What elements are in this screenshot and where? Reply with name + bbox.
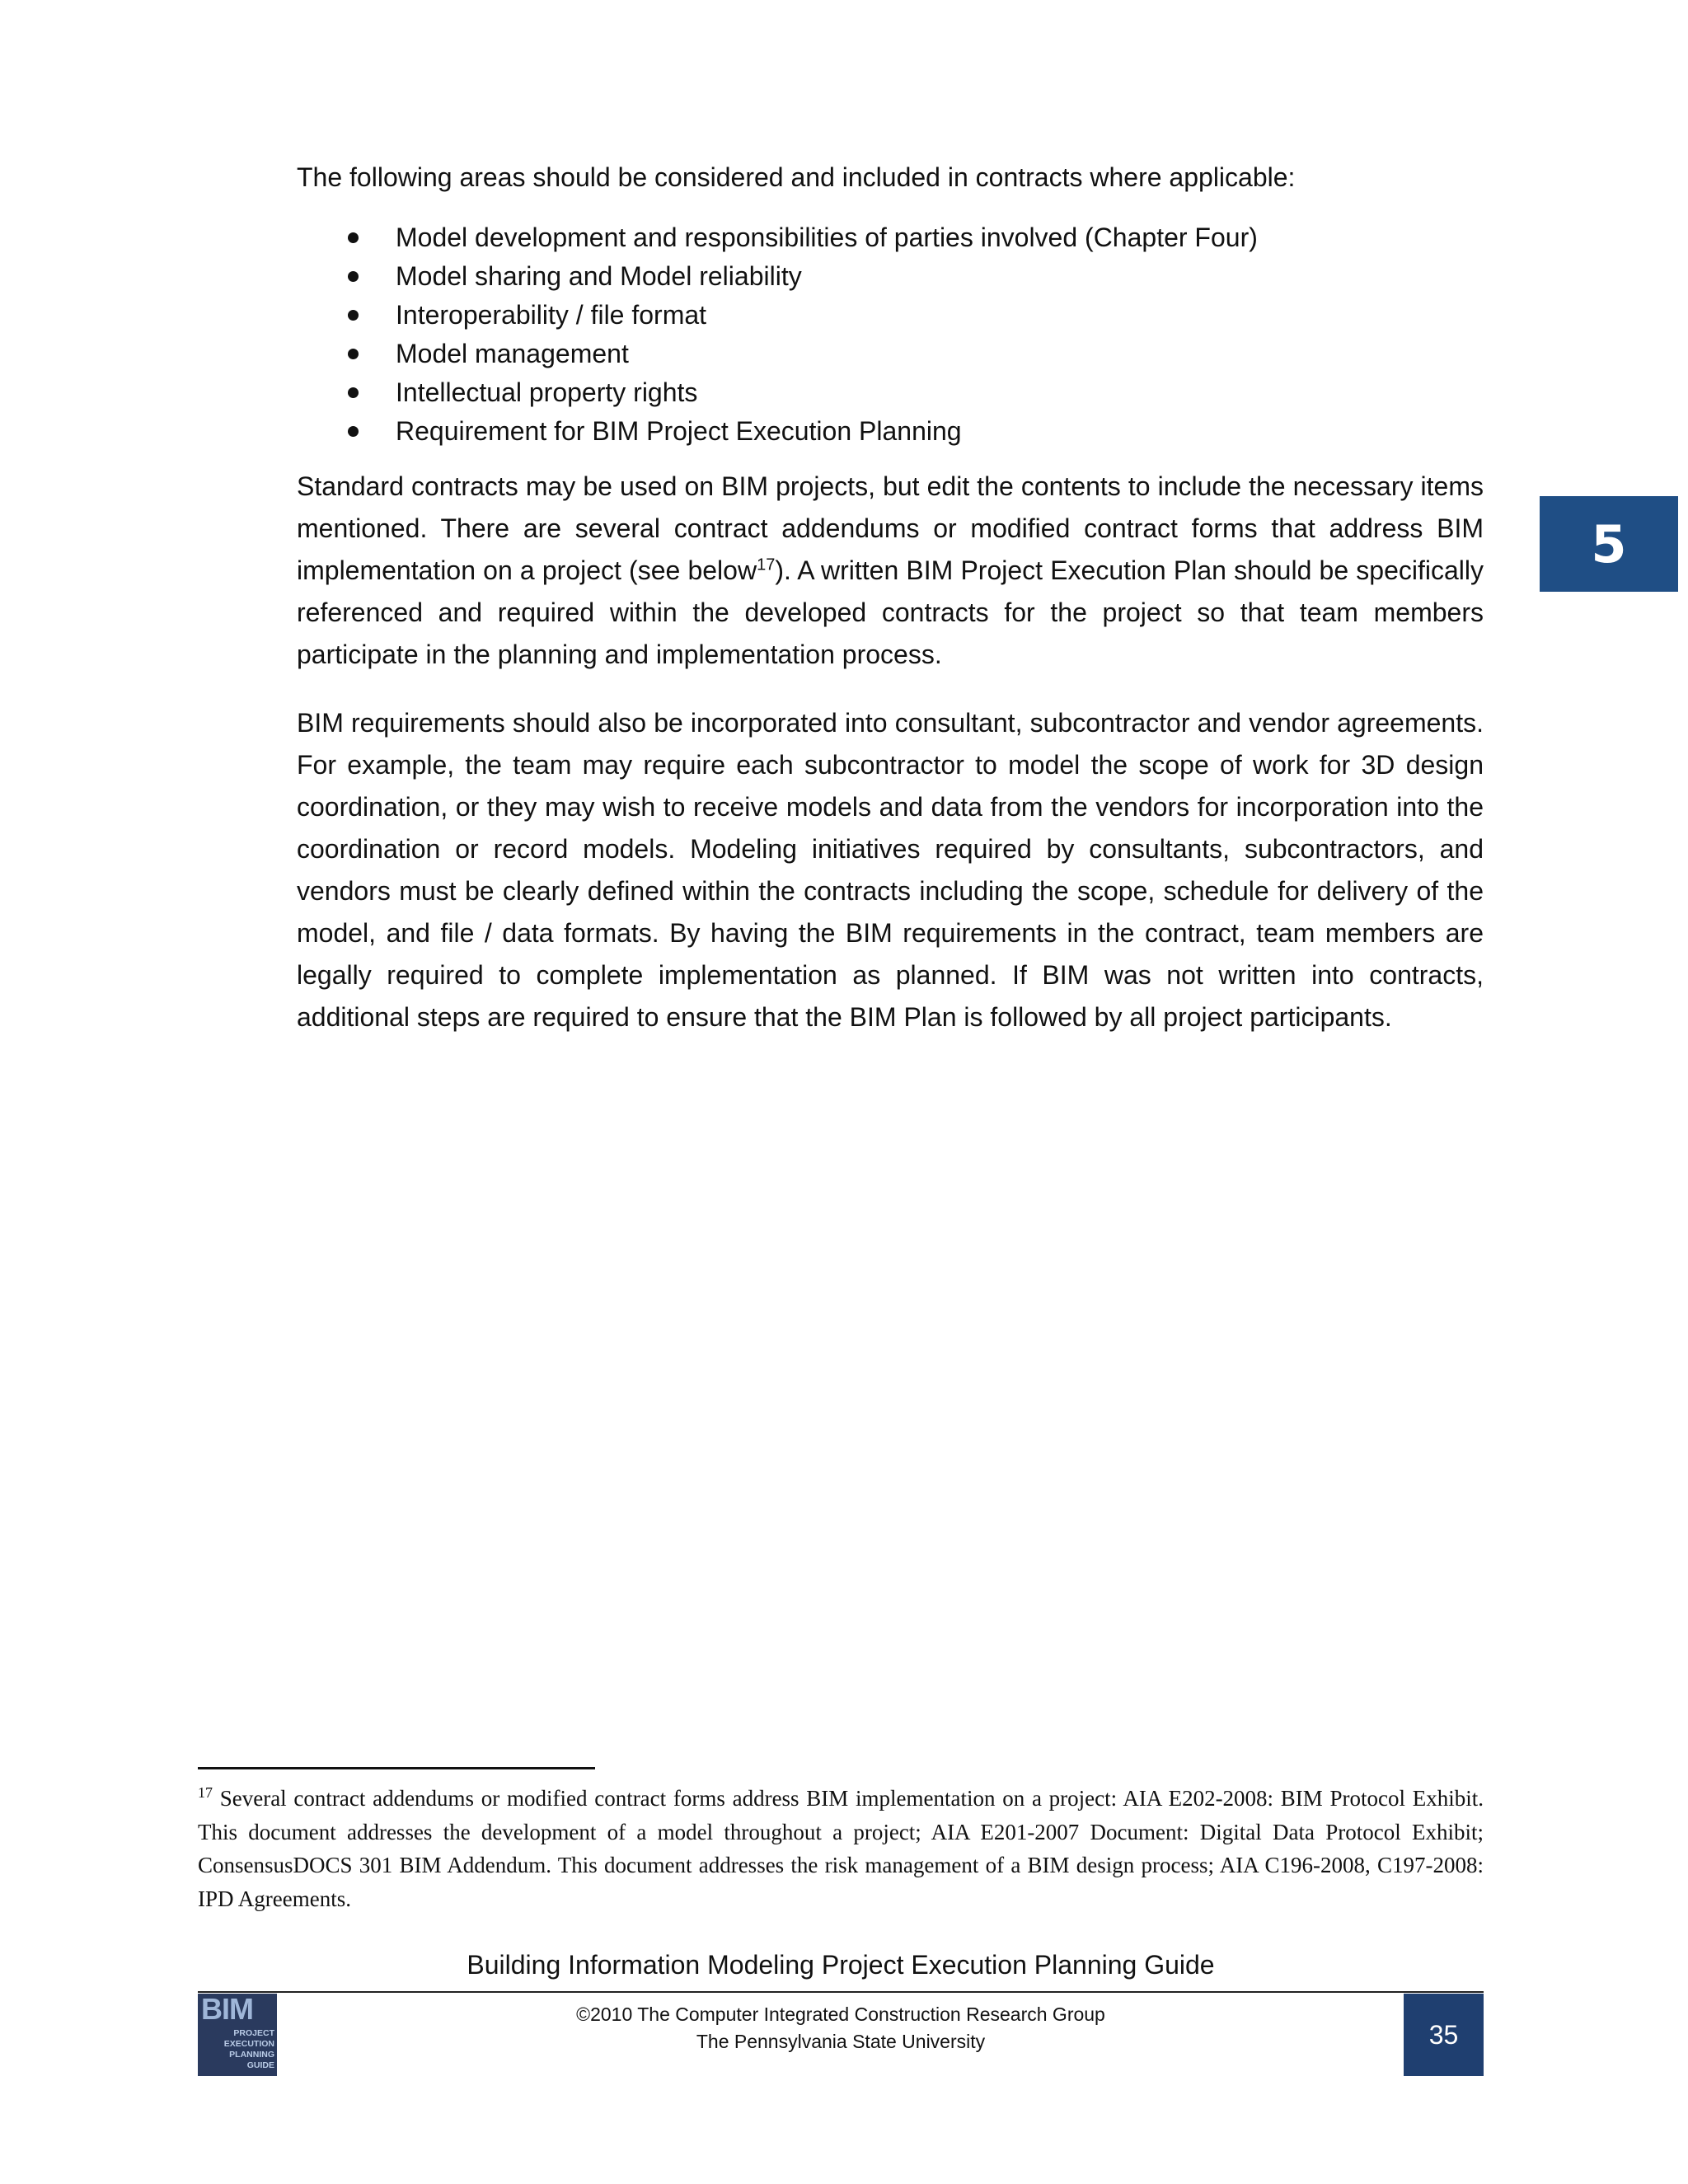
paragraph-text: ). A written BIM Project Execution Plan should be specifically referenced and required within the developed contracts for the project so that team members participate in the planning and implementation process. — [297, 555, 1484, 669]
list-item: Interoperability / file format — [297, 296, 1484, 335]
copyright-notice — [462, 2001, 1220, 2055]
list-item: Model management — [297, 335, 1484, 373]
list-item: Model sharing and Model reliability — [297, 257, 1484, 296]
bim-guide-logo — [198, 1994, 277, 2076]
logo-wordmark: BIM — [201, 1994, 253, 2026]
logo-line: PROJECT — [233, 2028, 274, 2038]
institution-line: The Pennsylvania State University — [696, 2031, 986, 2052]
list-item: Requirement for BIM Project Execution Planning — [297, 412, 1484, 451]
footnote — [198, 1782, 1484, 1915]
chapter-tab: 5 — [1540, 496, 1678, 592]
intro-text: The following areas should be considered and included in contracts where applicable: — [297, 162, 1296, 192]
footer-title: Building Information Modeling Project Execution Planning Guide — [467, 1950, 1215, 1980]
copyright-line: ©2010 The Computer Integrated Construction Research Group — [576, 2004, 1105, 2025]
logo-line: GUIDE — [246, 2060, 274, 2070]
logo-line: PLANNING — [229, 2050, 274, 2060]
footnote-reference[interactable]: 17 — [757, 555, 776, 574]
footnote-number: 17 — [198, 1784, 213, 1801]
footer-divider — [198, 1991, 1484, 1993]
footnote-text: Several contract addendums or modified contract forms address BIM implementation on a project: AIA E202-2008: BIM Protocol Exhibit. This document addresses the development of a model throughout a project; AIA E201-2007 Document: Digital Data Protocol Exhibit; ConsensusDOCS 301 BIM Addendum. This document addresses the risk management of a BIM design process; AIA C196-2008, C197-2008: IPD Agreements. — [198, 1786, 1484, 1911]
logo-line: EXECUTION — [223, 2039, 274, 2049]
contract-areas-list — [297, 218, 1484, 451]
paragraph-standard-contracts — [297, 466, 1484, 676]
footnote-divider — [198, 1767, 595, 1769]
page-number: 35 — [1404, 1994, 1484, 2076]
paragraph-bim-requirements: BIM requirements should also be incorporated into consultant, subcontractor and vendor agreements. For example, the team may require each subcontractor to model the scope of work for 3D design coordination, or they may wish to receive models and data from the vendors for incorporation into the coordination or record models. Modeling initiatives required by consultants, subcontractors, and vendors must be clearly defined within the contracts including the scope, schedule for delivery of the model, and file / data formats. By having the BIM requirements in the contract, team members are legally required to complete implementation as planned. If BIM was not written into contracts, additional steps are required to ensure that the BIM Plan is followed by all project participants. — [297, 708, 1484, 1032]
paragraph-text: Standard contracts may be used on BIM projects, but edit the contents to include the necessary items mentioned. There are several contract addendums or modified contract forms that address BIM implementation on a project (see below — [297, 471, 1484, 585]
list-item: Intellectual property rights — [297, 373, 1484, 412]
main-content — [297, 157, 1484, 1065]
list-item: Model development and responsibilities of parties involved (Chapter Four) — [297, 218, 1484, 257]
logo-subtitle — [224, 2028, 274, 2071]
